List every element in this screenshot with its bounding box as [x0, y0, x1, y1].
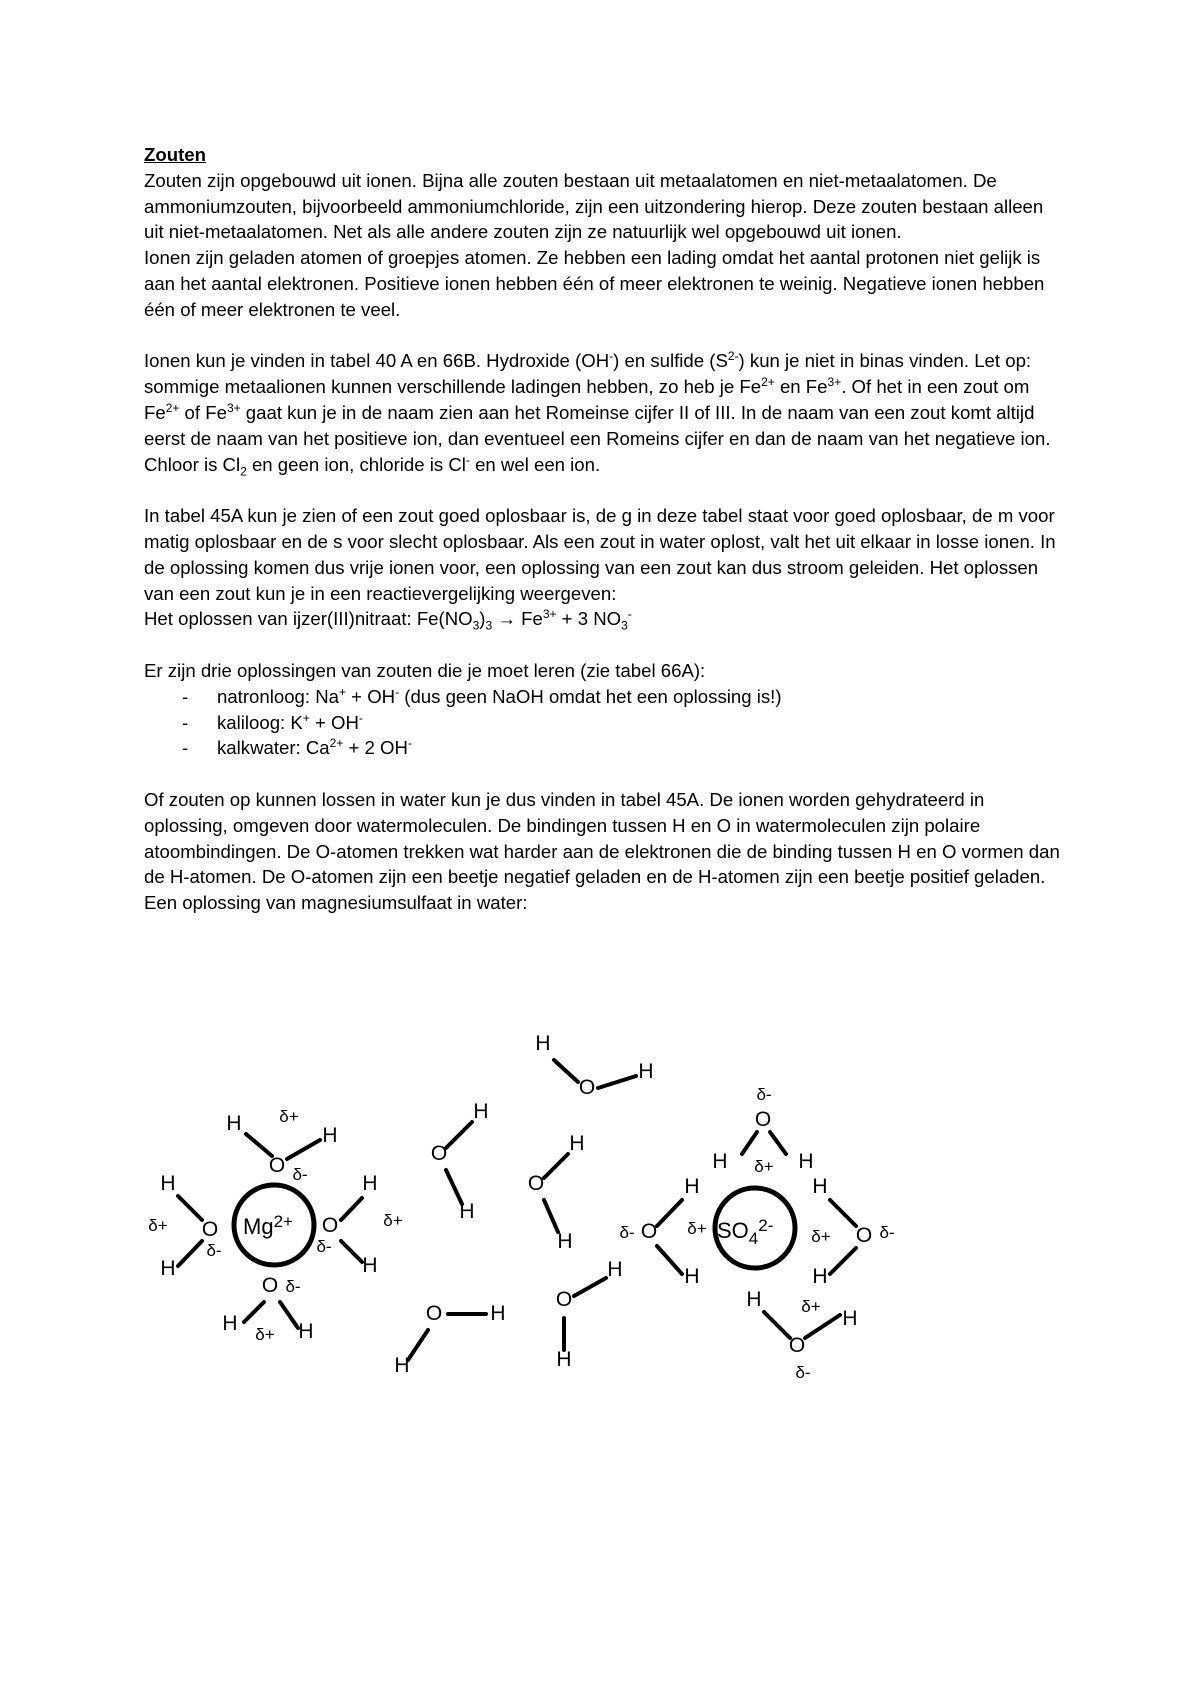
- hydrogen-atom-label: H: [473, 1100, 489, 1123]
- oxygen-atom-label: O: [578, 1076, 596, 1099]
- hydrogen-atom-label: H: [746, 1288, 762, 1311]
- bond-line: [341, 1241, 362, 1262]
- hydrogen-atom-label: H: [459, 1200, 475, 1223]
- partial-positive-charge: δ+: [801, 1297, 821, 1316]
- bond-line: [764, 1312, 790, 1338]
- partial-negative-charge: δ-: [619, 1223, 635, 1242]
- hydrogen-atom-label: H: [490, 1302, 506, 1325]
- bond-line: [287, 1140, 320, 1159]
- partial-positive-charge: δ+: [148, 1216, 168, 1235]
- hydrogen-atom-label: H: [226, 1112, 242, 1135]
- partial-positive-charge: δ+: [255, 1325, 275, 1344]
- paragraph-ions: Ionen zijn geladen atomen of groepjes atomen. Ze hebben een lading omdat het aantal protonen niet gelijk is aan het aantal elektronen. Positieve ionen hebben één of meer elektronen te weinig. Negatieve ionen hebben één of meer elektronen te veel.: [144, 247, 1045, 320]
- magnesium-ion-label: $Mg^{2+}$: [243, 1212, 293, 1239]
- hydrogen-atom-label: H: [322, 1124, 338, 1147]
- diagram-caption: Een oplossing van magnesiumsulfaat in water:: [144, 892, 528, 914]
- bond-line: [554, 1060, 578, 1082]
- partial-negative-charge: δ-: [292, 1165, 308, 1184]
- partial-negative-charge: δ-: [316, 1237, 332, 1256]
- hydrogen-atom-label: H: [557, 1230, 573, 1253]
- hydrogen-atom-label: H: [684, 1175, 700, 1198]
- bond-line: [770, 1132, 786, 1154]
- oxygen-atom-label: O: [425, 1302, 443, 1325]
- hydrogen-atom-label: H: [569, 1132, 585, 1155]
- list-item: - natronloog: Na+ + OH- (dus geen NaOH omdat het een oplossing is!): [182, 684, 782, 707]
- hydrogen-atom-label: H: [712, 1150, 728, 1173]
- bond-line: [280, 1302, 298, 1328]
- oxygen-atom-label: O: [261, 1274, 279, 1297]
- bond-line: [341, 1198, 362, 1220]
- oxygen-atom-label: O: [321, 1214, 339, 1237]
- partial-negative-charge: δ-: [756, 1085, 772, 1104]
- oxygen-atom-label: O: [640, 1220, 658, 1243]
- bond-line: [830, 1200, 856, 1226]
- oxygen-atom-label: O: [430, 1142, 448, 1165]
- bond-line: [805, 1315, 840, 1338]
- equation-iron-nitrate: Het oplossen van ijzer(III)nitraat: $Fe(NO_3)_3 \to Fe^{3+} + 3$ $NO_3^-$: [144, 607, 632, 634]
- partial-positive-charge: δ+: [687, 1219, 707, 1238]
- bond-line: [244, 1302, 264, 1322]
- sulfate-ion-label: $SO_4^{2-}$: [717, 1216, 774, 1248]
- hydrogen-atom-label: H: [812, 1265, 828, 1288]
- hydrogen-atom-label: H: [638, 1060, 654, 1083]
- hydrogen-atom-label: H: [298, 1320, 314, 1343]
- partial-positive-charge: δ+: [754, 1157, 774, 1176]
- paragraph-hydration: Of zouten op kunnen lossen in water kun je dus vinden in tabel 45A. De ionen worden gehydrateerd in oplossing, omgeven door watermoleculen. De bindingen tussen H en O in watermoleculen zijn polaire atoombindingen. De O-atomen trekken wat harder aan de elektronen die de binding tussen H en O vormen dan de H-atomen. De O-atomen zijn een beetje negatief geladen en de H-atomen zijn een beetje positief geladen.: [144, 788, 1060, 888]
- bond-line: [657, 1246, 682, 1274]
- bond-line: [446, 1170, 462, 1204]
- bond-line: [246, 1134, 272, 1156]
- bond-line: [830, 1248, 856, 1274]
- hydrogen-atom-label: H: [160, 1257, 176, 1280]
- partial-positive-charge: δ+: [811, 1227, 831, 1246]
- bond-line: [446, 1122, 472, 1148]
- paragraph-ion-tables: Ionen kun je vinden in tabel 40 A en 66B. Hydroxide (OH-) en sulfide $(S^{2-})$ kun je niet in binas vinden. Let op: sommige metaalionen kunnen verschillende ladingen hebben, zo heb je $Fe^{2+}$ en $Fe^{3+}$. Of het in een zout om $Fe^{2+}$ of $Fe^{3+}$ gaat kun je in de naam zien aan het Romeinse cijfer II of III. In de naam van een zout komt altijd eerst de naam van het positieve ion, dan eventueel een Romeins cijfer en dan de naam van het negatieve ion.: [144, 349, 1051, 449]
- oxygen-atom-label: O: [268, 1154, 286, 1177]
- partial-positive-charge: δ+: [279, 1107, 299, 1126]
- partial-positive-charge: δ+: [383, 1211, 403, 1230]
- bond-line: [178, 1241, 202, 1266]
- paragraph-intro: Zouten zijn opgebouwd uit ionen. Bijna alle zouten bestaan uit metaalatomen en niet-metaalatomen. De ammoniumzouten, bijvoorbeeld ammoniumchloride, zijn een uitzondering hierop. Deze zouten bestaan alleen uit niet-metaalatomen. Net als alle andere zouten zijn ze natuurlijk wel opgebouwd uit ionen.: [144, 169, 1044, 243]
- partial-negative-charge: δ-: [206, 1241, 222, 1260]
- hydrogen-atom-label: H: [842, 1307, 858, 1330]
- hydrogen-atom-label: H: [607, 1258, 623, 1281]
- bond-line: [408, 1330, 428, 1360]
- hydrogen-atom-label: H: [535, 1032, 551, 1055]
- bond-line: [544, 1200, 558, 1232]
- partial-negative-charge: δ-: [879, 1223, 895, 1242]
- bond-lines: [178, 1060, 856, 1360]
- hydrogen-atom-label: H: [394, 1354, 410, 1377]
- bond-line: [544, 1154, 568, 1178]
- oxygen-atom-label: O: [527, 1172, 545, 1195]
- hydrogen-atom-label: H: [684, 1265, 700, 1288]
- hydrogen-atom-label: H: [556, 1348, 572, 1371]
- hydrogen-atom-label: H: [362, 1172, 378, 1195]
- page-title: Zouten: [144, 144, 206, 165]
- hydrogen-atom-label: H: [812, 1175, 828, 1198]
- partial-negative-charge: δ-: [285, 1277, 301, 1296]
- paragraph-solutions-intro: Er zijn drie oplossingen van zouten die je moet leren (zie tabel 66A):: [144, 659, 706, 681]
- paragraph-chlorine: Chloor is $Cl_2$ en geen ion, chloride is Cl- en wel een ion.: [144, 452, 601, 479]
- partial-negative-charge: δ-: [795, 1363, 811, 1382]
- list-item: - kaliloog: K+ + OH-: [182, 710, 363, 733]
- hydrogen-atom-label: H: [160, 1172, 176, 1195]
- list-item: - kalkwater: $Ca^{2+} + 2$ OH-: [182, 736, 412, 759]
- hydrogen-atom-label: H: [798, 1150, 814, 1173]
- bond-line: [178, 1196, 202, 1220]
- oxygen-atom-label: O: [788, 1334, 806, 1357]
- oxygen-atom-label: O: [855, 1224, 873, 1247]
- bond-line: [574, 1278, 606, 1296]
- oxygen-atom-label: O: [201, 1218, 219, 1241]
- oxygen-atom-label: O: [754, 1108, 772, 1131]
- bond-line: [742, 1132, 757, 1154]
- bond-line: [598, 1076, 636, 1088]
- reaction-arrow-icon: →: [492, 608, 522, 630]
- paragraph-solubility: In tabel 45A kun je zien of een zout goed oplosbaar is, de g in deze tabel staat voor goed oplosbaar, de m voor matig oplosbaar en de s voor slecht oplosbaar. Als een zout in water oplost, valt het uit elkaar in losse ionen. In de oplossing komen dus vrije ionen voor, een oplossing van een zout kan dus stroom geleiden. Het oplossen van een zout kun je in een reactievergelijking weergeven:: [144, 505, 1056, 604]
- hydrogen-atom-label: H: [362, 1254, 378, 1277]
- hydrogen-atom-label: H: [222, 1312, 238, 1335]
- bond-line: [657, 1200, 682, 1226]
- oxygen-atom-label: O: [555, 1288, 573, 1311]
